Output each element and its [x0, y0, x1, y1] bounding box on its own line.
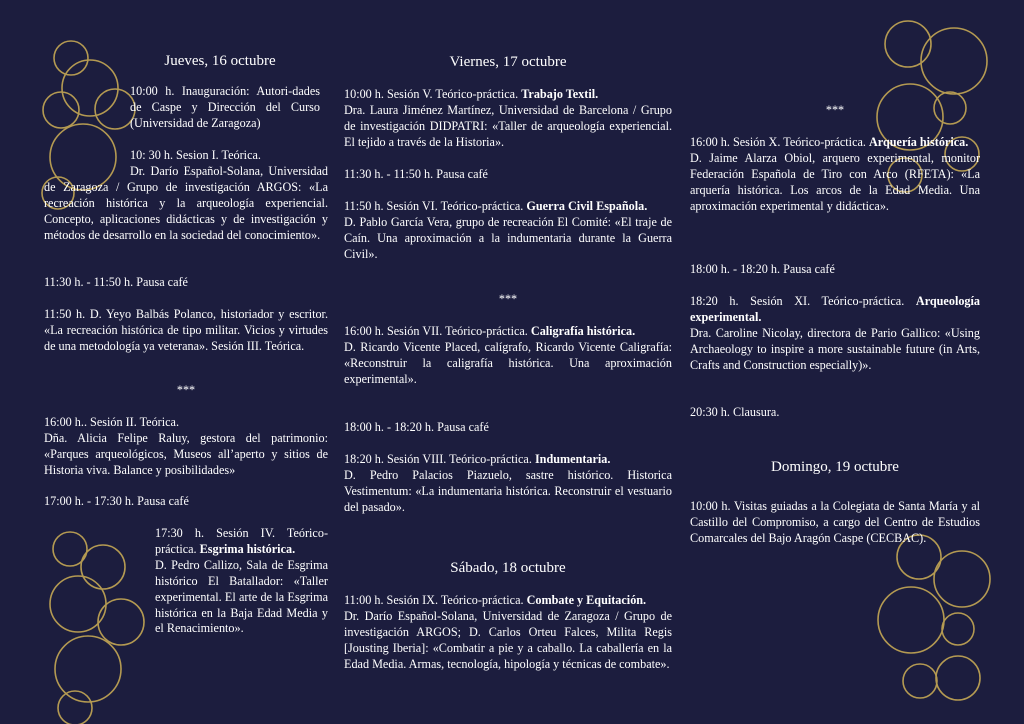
separator-stars: *** — [498, 292, 518, 306]
day-title-jueves: Jueves, 16 octubre — [164, 53, 276, 69]
event-sesion-5-heading: 10:00 h. Sesión V. Teórico-práctica. — [344, 87, 519, 101]
event-sesion-1 — [44, 148, 328, 243]
event-sesion-6-body: D. Pablo García Vera, grupo de recreación El Comité: «El traje de Caín. Una aproximación a la indumentaria durante la Guerra Civil». — [344, 214, 672, 261]
event-sesion-1-body: Dr. Darío Español-Solana, Universidad de Zaragoza / Grupo de investigación ARGOS: «La recreación histórica y la arqueología experiencial. Concepto, aplicaciones didácticas y de investigación y métodos de desarrollo en la sociedad del conocimiento». — [44, 163, 328, 242]
event-sesion-10-body: D. Jaime Alarza Obiol, arquero experimental, monitor Federación Española de Tiro con Arco (RFETA): «La arquería histórica. Los arcos de la Edad Media. Una aproximación experimental y didáctica». — [690, 150, 980, 213]
event-sesion-5-body: Dra. Laura Jiménez Martínez, Universidad de Barcelona / Grupo de investigación DIDPATRI: «Taller de arqueología experiencial. El tejido a través de la Historia». — [344, 102, 672, 149]
event-sesion-4-heading: 17:30 h. Sesión IV. Teórico-práctica. — [155, 526, 328, 556]
event-sesion-8-heading: 18:20 h. Sesión VIII. Teórico-práctica. — [344, 452, 532, 466]
event-sesion-10-heading: 16:00 h. Sesión X. Teórico-práctica. — [690, 135, 866, 149]
event-clausura: 20:30 h. Clausura. — [690, 405, 780, 419]
separator-stars: *** — [176, 383, 196, 397]
event-pausa-3: 11:30 h. - 11:50 h. Pausa café — [344, 167, 488, 181]
event-sesion-7-heading: 16:00 h. Sesión VII. Teórico-práctica. — [344, 324, 528, 338]
event-pausa-2: 17:00 h. - 17:30 h. Pausa café — [44, 494, 189, 508]
event-pausa-5: 18:00 h. - 18:20 h. Pausa café — [690, 262, 835, 276]
event-sesion-2-body: Dña. Alicia Felipe Raluy, gestora del patrimonio: «Parques arqueológicos, Museos all’aperto y sitios de Historia viva. Balance y posibilidades» — [44, 430, 328, 477]
event-sesion-2 — [44, 415, 328, 479]
event-sesion-11-body: Dra. Caroline Nicolay, directora de Pario Gallico: «Using Archaeology to inspire a more sustainable future (in Arts, Crafts and Construction especially)». — [690, 325, 980, 372]
event-sesion-7-body: D. Ricardo Vicente Placed, calígrafo, Ricardo Vicente Caligrafía: «Reconstruir la caligrafía histórica. Una aproximación experimental». — [344, 339, 672, 386]
event-pausa-4: 18:00 h. - 18:20 h. Pausa café — [344, 420, 489, 434]
event-sesion-10 — [690, 135, 980, 215]
event-sesion-8-topic: Indumentaria. — [534, 452, 611, 466]
separator-stars: *** — [825, 103, 845, 117]
event-sesion-11-heading: 18:20 h. Sesión XI. Teórico-práctica. — [690, 294, 905, 308]
event-pausa-1: 11:30 h. - 11:50 h. Pausa café — [44, 275, 188, 289]
event-sesion-11 — [690, 294, 980, 374]
event-sesion-9-body: Dr. Darío Español-Solana, Universidad de Zaragoza / Grupo de investigación ARGOS; D. Carlos Orteu Falces, Milita Regis [Jousting Iberia]: «Combatir a pie y a caballo. La caballería en la Edad Media. Armas, tecnología, hipología y técnicas de combate». — [344, 608, 672, 671]
event-sesion-4-body: D. Pedro Callizo, Sala de Esgrima histórico El Batallador: «Taller experimental. El arte de la Esgrima histórica en la Baja Edad Media y el Renacimiento». — [155, 557, 328, 636]
event-sesion-9-heading: 11:00 h. Sesión IX. Teórico-práctica. — [344, 593, 524, 607]
event-sesion-9 — [344, 593, 672, 673]
event-sesion-5-topic: Trabajo Textil. — [521, 87, 599, 101]
day-title-sabado: Sábado, 18 octubre — [450, 560, 566, 576]
event-sesion-3: 11:50 h. D. Yeyo Balbás Polanco, historiador y escritor. «La recreación histórica de tipo militar. Vicios y virtudes de una metodología ya veterana». Sesión III. Teórica. — [44, 307, 328, 353]
event-visitas-guiadas: 10:00 h. Visitas guiadas a la Colegiata de Santa María y al Castillo del Compromiso, a cargo del Centro de Estudios Comarcales del Bajo Aragón Caspe (CECBAC). — [690, 499, 980, 545]
day-title-viernes: Viernes, 17 octubre — [449, 54, 567, 70]
event-sesion-2-heading: 16:00 h.. Sesión II. Teórica. — [44, 415, 179, 429]
event-sesion-4 — [155, 526, 328, 637]
event-sesion-10-topic: Arquería histórica. — [868, 135, 969, 149]
event-inauguracion: 10:00 h. Inauguración: Autori-dades de Caspe y Dirección del Curso (Universidad de Zaragoza) — [130, 84, 320, 130]
event-sesion-8-body: D. Pedro Palacios Piazuelo, sastre histórico. Historica Vestimentum: «La indumentaria histórica. Reconstruir el vestuario del pasado». — [344, 467, 672, 514]
day-title-domingo: Domingo, 19 octubre — [771, 459, 899, 475]
event-sesion-8 — [344, 452, 672, 516]
event-sesion-7-topic: Caligrafía histórica. — [530, 324, 636, 338]
event-sesion-7 — [344, 324, 672, 388]
event-sesion-6 — [344, 199, 672, 263]
event-sesion-6-topic: Guerra Civil Española. — [526, 199, 648, 213]
event-sesion-6-heading: 11:50 h. Sesión VI. Teórico-práctica. — [344, 199, 524, 213]
circles-decoration-bottom-left — [0, 510, 160, 724]
event-sesion-9-topic: Combate y Equitación. — [526, 593, 647, 607]
event-sesion-5 — [344, 87, 672, 151]
event-sesion-11-topic: Arqueología experimental. — [690, 294, 980, 324]
event-sesion-4-topic: Esgrima histórica. — [199, 541, 296, 556]
event-sesion-1-heading: 10: 30 h. Sesion I. Teórica. — [130, 148, 261, 162]
